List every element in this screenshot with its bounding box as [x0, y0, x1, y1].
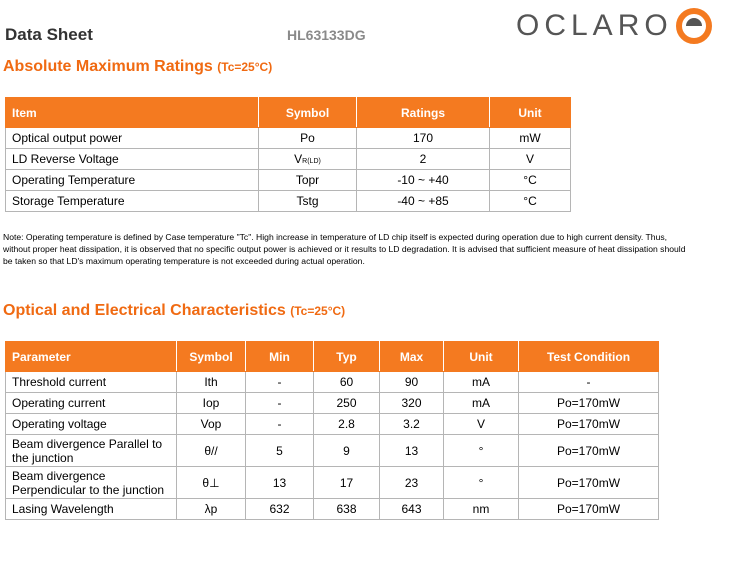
- table-row: [6, 191, 571, 212]
- cell-max: 3.2: [380, 414, 444, 435]
- symbol-main: V: [294, 152, 303, 166]
- cell-typ: 17: [314, 467, 380, 499]
- cell-typ: 638: [314, 499, 380, 520]
- cell-unit: nm: [444, 499, 519, 520]
- cell-param: Beam divergence Parallel to the junction: [6, 435, 177, 467]
- cell-symbol: θ⊥: [177, 467, 246, 499]
- section1-condition: (Tc=25°C): [217, 60, 273, 74]
- absolute-max-ratings-table: [5, 97, 571, 212]
- cell-cond: Po=170mW: [519, 499, 659, 520]
- cell-typ: 2.8: [314, 414, 380, 435]
- cell-unit: °C: [490, 191, 571, 212]
- cell-symbol: [259, 149, 357, 170]
- section-title-absolute-max: [3, 58, 272, 76]
- table-header-row: [6, 98, 571, 128]
- logo-ring-icon: [676, 8, 712, 44]
- section-title-optical-electrical: [3, 302, 345, 320]
- table-row: [6, 128, 571, 149]
- header-symbol: Symbol: [177, 342, 246, 372]
- table-row: [6, 467, 659, 499]
- symbol-main: Tstg: [296, 194, 319, 208]
- doc-title: Data Sheet: [5, 25, 93, 44]
- cell-unit: mA: [444, 372, 519, 393]
- header-test-condition: Test Condition: [519, 342, 659, 372]
- table-row: [6, 170, 571, 191]
- cell-symbol: Ith: [177, 372, 246, 393]
- symbol-subscript: R(LD): [302, 158, 321, 165]
- cell-item: Operating Temperature: [6, 170, 259, 191]
- cell-typ: 60: [314, 372, 380, 393]
- cell-rating: 2: [357, 149, 490, 170]
- cell-symbol: [259, 170, 357, 191]
- cell-max: 23: [380, 467, 444, 499]
- cell-param: Lasing Wavelength: [6, 499, 177, 520]
- table-row: [6, 149, 571, 170]
- cell-max: 13: [380, 435, 444, 467]
- cell-unit: V: [444, 414, 519, 435]
- table-row: [6, 372, 659, 393]
- table-row: [6, 393, 659, 414]
- cell-symbol: θ//: [177, 435, 246, 467]
- cell-symbol: λp: [177, 499, 246, 520]
- table-header-row: [6, 342, 659, 372]
- cell-max: 320: [380, 393, 444, 414]
- cell-unit: mW: [490, 128, 571, 149]
- cell-symbol: Vop: [177, 414, 246, 435]
- cell-rating: 170: [357, 128, 490, 149]
- cell-max: 643: [380, 499, 444, 520]
- temperature-note: Note: Operating temperature is defined by Case temperature "Tc". High increase in temperature of LD chip itself is expected during operation due to high current density. Thus, without proper heat dissipation, it is observed that no specific output power is achieved or it results to LD degradation. It is advised that sufficient measure of heat dissipation should be taken so that LD's maximum operating temperature is not exceeded during actual operation.: [3, 232, 686, 266]
- header-unit: Unit: [444, 342, 519, 372]
- cell-param: Operating current: [6, 393, 177, 414]
- logo-text: OCLARO: [516, 9, 673, 42]
- header-unit: Unit: [490, 98, 571, 128]
- table-row: [6, 435, 659, 467]
- optical-electrical-table: [5, 341, 659, 520]
- section2-title: Optical and Electrical Characteristics: [3, 302, 286, 319]
- cell-unit: °: [444, 467, 519, 499]
- cell-unit: °: [444, 435, 519, 467]
- cell-cond: -: [519, 372, 659, 393]
- header-ratings: Ratings: [357, 98, 490, 128]
- cell-rating: -40 ~ +85: [357, 191, 490, 212]
- cell-unit: mA: [444, 393, 519, 414]
- cell-symbol: [259, 191, 357, 212]
- cell-item: LD Reverse Voltage: [6, 149, 259, 170]
- cell-min: 13: [246, 467, 314, 499]
- table-row: [6, 414, 659, 435]
- cell-item: Storage Temperature: [6, 191, 259, 212]
- section2-condition: (Tc=25°C): [290, 304, 346, 318]
- table-row: [6, 499, 659, 520]
- cell-symbol: [259, 128, 357, 149]
- header-parameter: Parameter: [6, 342, 177, 372]
- header-item: Item: [6, 98, 259, 128]
- cell-cond: Po=170mW: [519, 393, 659, 414]
- logo: [516, 6, 712, 46]
- cell-symbol: Iop: [177, 393, 246, 414]
- header-min: Min: [246, 342, 314, 372]
- header-max: Max: [380, 342, 444, 372]
- cell-param: Beam divergence Perpendicular to the junction: [6, 467, 177, 499]
- cell-min: 632: [246, 499, 314, 520]
- symbol-main: Topr: [295, 173, 320, 187]
- cell-rating: -10 ~ +40: [357, 170, 490, 191]
- cell-min: -: [246, 393, 314, 414]
- header-typ: Typ: [314, 342, 380, 372]
- cell-param: Operating voltage: [6, 414, 177, 435]
- cell-min: -: [246, 372, 314, 393]
- cell-typ: 9: [314, 435, 380, 467]
- cell-param: Threshold current: [6, 372, 177, 393]
- cell-cond: Po=170mW: [519, 467, 659, 499]
- cell-item: Optical output power: [6, 128, 259, 149]
- cell-unit: °C: [490, 170, 571, 191]
- symbol-main: Po: [300, 131, 315, 145]
- cell-typ: 250: [314, 393, 380, 414]
- section1-title: Absolute Maximum Ratings: [3, 58, 213, 75]
- cell-cond: Po=170mW: [519, 414, 659, 435]
- part-number: HL63133DG: [287, 27, 366, 43]
- cell-min: -: [246, 414, 314, 435]
- cell-min: 5: [246, 435, 314, 467]
- cell-cond: Po=170mW: [519, 435, 659, 467]
- cell-max: 90: [380, 372, 444, 393]
- cell-unit: V: [490, 149, 571, 170]
- header-symbol: Symbol: [259, 98, 357, 128]
